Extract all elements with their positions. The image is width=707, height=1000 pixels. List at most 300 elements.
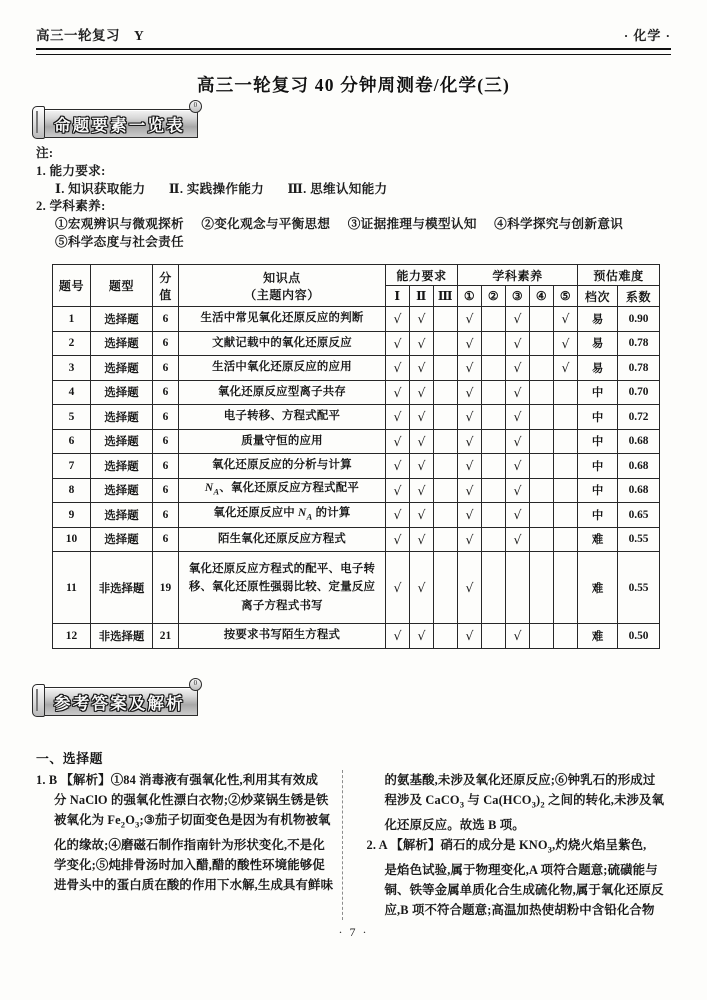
cell-ability-2 [410,527,434,552]
cell-literacy-3 [506,624,530,649]
cell-literacy-5 [554,380,578,405]
cell-knowledge: 生活中常见氧化还原反应的判断 [179,307,386,332]
cell-ability-1 [386,356,410,381]
check-mark-icon: √ [513,531,522,547]
check-mark-icon: √ [393,580,402,595]
cell-literacy-5 [554,454,578,479]
answer-line: 进骨头中的蛋白质在酸的作用下水解,生成具有鲜味 [54,878,334,893]
cell-literacy-1 [458,331,482,356]
check-mark-icon: √ [417,335,426,351]
table-row [53,552,660,624]
cell-difficulty-coef: 0.68 [618,429,660,454]
cell-literacy-1 [458,356,482,381]
cell-literacy-3 [506,307,530,332]
cell-difficulty-coef: 0.78 [618,356,660,381]
cell-literacy-5 [554,331,578,356]
cell-score: 6 [153,307,179,332]
check-mark-icon: √ [561,311,570,327]
cell-score: 19 [153,552,179,624]
table-row [53,405,660,430]
spec-table-body [53,307,660,649]
ability-item-3: Ⅲ. 思维认知能力 [287,181,388,196]
cell-literacy-1 [458,527,482,552]
check-mark-icon: √ [513,409,522,425]
table-row [53,624,660,649]
table-row [53,527,660,552]
cell-qno: 1 [53,307,91,332]
running-head-title: 高三一轮复习 [36,28,120,43]
cell-knowledge: 质量守恒的应用 [179,429,386,454]
check-mark-icon: √ [465,311,474,327]
notes-literacy-title: 2. 学科素养: [36,199,106,214]
answers-columns [36,770,672,920]
banner-plate [45,101,198,138]
check-mark-icon: √ [393,482,402,498]
cell-ability-3 [434,380,458,405]
literacy-item-5: ⑤科学态度与社会责任 [55,234,184,249]
cell-score: 6 [153,478,179,503]
cell-ability-3 [434,331,458,356]
cell-difficulty-coef: 0.55 [618,527,660,552]
cell-literacy-5 [554,478,578,503]
notes-label: 注: [36,146,54,160]
check-mark-icon: √ [417,507,426,523]
cell-qtype: 选择题 [91,380,153,405]
notes-ability-list [36,181,676,199]
check-mark-icon: √ [465,580,474,595]
check-mark-icon: √ [465,458,474,474]
answer-line: 化的缘故;④磨磁石制作指南针为形状变化,不是化 [54,838,325,853]
cell-ability-2 [410,454,434,479]
th-qno: 题号 [53,265,91,307]
cell-literacy-2 [482,331,506,356]
spec-table-head [53,265,660,307]
answer-line: 应,B 项不符合题意;高温加热使胡粉中含铅化合物 [384,903,655,918]
answer-line: 2. A 【解析】硝石的成分是 $KNO_3$,灼烧火焰呈紫色, [366,838,647,855]
cell-literacy-5 [554,552,578,624]
check-mark-icon: √ [393,531,402,547]
cell-ability-2 [410,429,434,454]
th-difficulty-group: 预估难度 [578,265,660,286]
check-mark-icon: √ [393,384,402,400]
cell-score: 6 [153,527,179,552]
cell-literacy-4 [530,503,554,528]
cell-ability-1 [386,331,410,356]
cell-qno: 5 [53,405,91,430]
cell-literacy-1 [458,380,482,405]
table-row [53,503,660,528]
cell-qtype: 选择题 [91,503,153,528]
cell-ability-2 [410,552,434,624]
th-ability-1: Ⅰ [386,286,410,307]
check-mark-icon: √ [561,360,570,376]
check-mark-icon: √ [393,507,402,523]
cell-literacy-4 [530,307,554,332]
cell-ability-2 [410,331,434,356]
table-row [53,331,660,356]
cell-knowledge: 电子转移、方程式配平 [179,405,386,430]
table-row [53,307,660,332]
cell-knowledge: 氧化还原反应型离子共存 [179,380,386,405]
cell-ability-3 [434,552,458,624]
cell-difficulty-coef: 0.78 [618,331,660,356]
cell-ability-3 [434,307,458,332]
cell-ability-2 [410,307,434,332]
answer-line: 的氨基酸,未涉及氧化还原反应;⑥钟乳石的形成过 [384,773,656,787]
th-literacy-5: ⑤ [554,286,578,307]
cell-score: 6 [153,503,179,528]
cell-difficulty-coef: 0.65 [618,503,660,528]
cell-qno: 9 [53,503,91,528]
cell-score: 21 [153,624,179,649]
cell-literacy-2 [482,624,506,649]
th-knowledge [179,265,386,307]
check-mark-icon: √ [417,311,426,327]
ability-item-2: Ⅱ. 实践操作能力 [168,181,265,196]
cell-literacy-1 [458,552,482,624]
th-literacy-3: ③ [506,286,530,307]
cell-literacy-4 [530,478,554,503]
cell-ability-1 [386,527,410,552]
cell-difficulty-level: 易 [578,356,618,381]
scroll-knob-icon [32,684,45,717]
banner-label-spec-table: 命题要素一览表 [54,115,185,135]
check-mark-icon: √ [417,360,426,376]
cell-qtype: 选择题 [91,527,153,552]
literacy-item-1: ①宏观辨识与微观探析 [55,217,184,232]
cell-literacy-2 [482,405,506,430]
cell-qno: 10 [53,527,91,552]
cell-literacy-1 [458,478,482,503]
cell-difficulty-level: 中 [578,454,618,479]
cell-qno: 11 [53,552,91,624]
th-score-line1: 分 [159,270,172,285]
answer-line: 是焰色试验,属于物理变化,A 项符合题意;硫磺能与 [384,862,658,877]
check-mark-icon: √ [465,335,474,351]
th-knowledge-line1: 知识点 [263,270,301,285]
th-diff-level: 档次 [578,286,618,307]
cell-literacy-3 [506,356,530,381]
cell-qtype: 选择题 [91,331,153,356]
cell-knowledge: 陌生氧化还原反应方程式 [179,527,386,552]
cell-qtype: 选择题 [91,478,153,503]
cell-difficulty-coef: 0.50 [618,624,660,649]
cell-ability-2 [410,624,434,649]
cell-literacy-5 [554,527,578,552]
cell-difficulty-coef: 0.90 [618,307,660,332]
cell-literacy-2 [482,478,506,503]
cell-difficulty-level: 中 [578,503,618,528]
cell-literacy-2 [482,307,506,332]
cell-literacy-1 [458,429,482,454]
cell-knowledge: 氧化还原反应中 $N_A$ 的计算 [179,503,386,528]
cell-score: 6 [153,429,179,454]
check-mark-icon: √ [417,433,426,449]
th-ability-3: Ⅲ [434,286,458,307]
cell-literacy-3 [506,454,530,479]
cell-literacy-3 [506,478,530,503]
cell-ability-2 [410,503,434,528]
cell-literacy-4 [530,454,554,479]
check-mark-icon: √ [465,628,474,644]
check-mark-icon: √ [513,311,522,327]
cell-ability-1 [386,405,410,430]
check-mark-icon: √ [393,360,402,376]
check-mark-icon: √ [417,458,426,474]
cell-qtype: 选择题 [91,454,153,479]
cell-literacy-3 [506,380,530,405]
answer-line: 铜、铁等金属单质化合生成硫化物,属于氧化还原反 [384,882,664,897]
check-mark-icon: √ [465,360,474,376]
cell-qtype: 非选择题 [91,552,153,624]
section-banner-answers [32,679,198,715]
cell-ability-1 [386,429,410,454]
cell-knowledge: $N_A$、氧化还原反应方程式配平 [179,478,386,503]
cell-ability-1 [386,307,410,332]
table-row [53,356,660,381]
cell-literacy-4 [530,429,554,454]
page-number: · 7 · [338,925,369,939]
check-mark-icon: √ [513,482,522,498]
check-mark-icon: √ [513,458,522,474]
check-mark-icon: √ [465,384,474,400]
cell-difficulty-coef: 0.68 [618,454,660,479]
cell-literacy-2 [482,527,506,552]
answer-line: 程涉及 CaCO$_3$ 与 $Ca(HCO_3)_2$ 之间的转化,未涉及氧 [384,793,665,810]
cell-score: 6 [153,356,179,381]
table-row [53,429,660,454]
cell-literacy-1 [458,624,482,649]
literacy-item-4: ④科学探究与创新意识 [494,217,624,232]
cell-ability-3 [434,624,458,649]
cell-difficulty-level: 易 [578,331,618,356]
cell-knowledge: 氧化还原反应的分析与计算 [179,454,386,479]
cell-difficulty-coef: 0.72 [618,405,660,430]
table-row [53,454,660,479]
check-mark-icon: √ [513,433,522,449]
check-mark-icon: √ [561,335,570,351]
cell-score: 6 [153,405,179,430]
check-mark-icon: √ [465,482,474,498]
cell-qno: 7 [53,454,91,479]
answers-column-right [342,770,673,920]
cell-ability-1 [386,552,410,624]
answers-column-left [36,770,342,920]
cell-ability-1 [386,624,410,649]
answer-line: 1. B 【解析】①84 消毒液有强氧化性,利用其有效成 [36,773,318,787]
check-mark-icon: √ [513,360,522,376]
cell-difficulty-level: 难 [578,552,618,624]
cell-ability-3 [434,527,458,552]
cell-literacy-4 [530,624,554,649]
running-head-subject: · 化学 · [623,28,671,43]
cell-qno: 4 [53,380,91,405]
section-banner-spec-table [32,101,198,137]
cell-ability-2 [410,356,434,381]
cell-literacy-2 [482,356,506,381]
check-mark-icon: √ [417,482,426,498]
cell-ability-3 [434,405,458,430]
th-score-line2: 值 [159,287,172,302]
cell-literacy-1 [458,405,482,430]
cell-difficulty-coef: 0.70 [618,380,660,405]
cell-ability-1 [386,380,410,405]
check-mark-icon: √ [393,311,402,327]
banner-plate [45,679,198,716]
cell-difficulty-level: 难 [578,624,618,649]
cell-literacy-2 [482,503,506,528]
pin-icon: 0 [189,100,202,113]
cell-literacy-3 [506,429,530,454]
cell-qno: 8 [53,478,91,503]
cell-score: 6 [153,380,179,405]
answer-line: 分 NaClO 的强氧化性漂白衣物;②炒菜锅生锈是铁 [54,793,329,808]
cell-ability-3 [434,429,458,454]
cell-literacy-1 [458,503,482,528]
cell-literacy-5 [554,356,578,381]
check-mark-icon: √ [393,335,402,351]
running-head-left [36,24,144,44]
cell-difficulty-level: 中 [578,429,618,454]
cell-ability-2 [410,405,434,430]
cell-literacy-4 [530,380,554,405]
cell-literacy-5 [554,624,578,649]
cell-literacy-1 [458,454,482,479]
running-head-code: Y [134,28,145,43]
cell-literacy-4 [530,405,554,430]
cell-literacy-3 [506,331,530,356]
cell-qno: 2 [53,331,91,356]
cell-literacy-5 [554,307,578,332]
header-rule [36,48,671,55]
cell-qno: 3 [53,356,91,381]
table-header-row-1 [53,265,660,286]
check-mark-icon: √ [513,335,522,351]
notes-literacy-list-a [36,216,676,234]
cell-knowledge: 生活中氧化还原反应的应用 [179,356,386,381]
table-row [53,478,660,503]
cell-knowledge: 氧化还原反应方程式的配平、电子转 移、氧化还原性强弱比较、定量反应 离子方程式书写 [179,552,386,624]
ability-item-1: Ⅰ. 知识获取能力 [55,181,146,196]
notes-ability-title: 1. 能力要求: [36,163,106,178]
check-mark-icon: √ [513,384,522,400]
cell-qtype: 选择题 [91,356,153,381]
cell-literacy-5 [554,503,578,528]
cell-ability-1 [386,454,410,479]
cell-literacy-2 [482,454,506,479]
cell-difficulty-level: 中 [578,380,618,405]
check-mark-icon: √ [513,507,522,523]
cell-literacy-4 [530,527,554,552]
cell-literacy-1 [458,307,482,332]
cell-qtype: 非选择题 [91,624,153,649]
running-head [36,22,671,44]
pin-icon: 0 [189,678,202,691]
th-qtype: 题型 [91,265,153,307]
cell-literacy-5 [554,429,578,454]
cell-literacy-5 [554,405,578,430]
check-mark-icon: √ [417,384,426,400]
check-mark-icon: √ [393,628,402,644]
cell-literacy-2 [482,429,506,454]
banner-label-answers: 参考答案及解析 [54,693,185,713]
th-diff-coef: 系数 [618,286,660,307]
cell-ability-2 [410,478,434,503]
cell-literacy-4 [530,552,554,624]
cell-literacy-3 [506,503,530,528]
cell-difficulty-coef: 0.68 [618,478,660,503]
check-mark-icon: √ [393,458,402,474]
cell-qno: 12 [53,624,91,649]
th-knowledge-line2: （主题内容） [244,287,320,302]
answer-line: 学变化;⑤炖排骨汤时加入醋,醋的酸性环境能够促 [54,858,325,873]
check-mark-icon: √ [465,409,474,425]
check-mark-icon: √ [465,507,474,523]
check-mark-icon: √ [417,580,426,595]
check-mark-icon: √ [393,409,402,425]
literacy-item-2: ②变化观念与平衡思想 [201,217,331,232]
check-mark-icon: √ [513,628,522,644]
cell-literacy-3 [506,527,530,552]
check-mark-icon: √ [465,531,474,547]
check-mark-icon: √ [465,433,474,449]
th-ability-2: Ⅱ [410,286,434,307]
answer-line: 被氧化为 $Fe_2O_3;③$茄子切面变色是因为有机物被氧 [54,813,331,830]
cell-literacy-4 [530,356,554,381]
answers-section-title: 一、选择题 [36,752,103,766]
table-row [53,380,660,405]
cell-qno: 6 [53,429,91,454]
cell-difficulty-level: 中 [578,478,618,503]
cell-ability-3 [434,478,458,503]
cell-difficulty-level: 易 [578,307,618,332]
th-literacy-1: ① [458,286,482,307]
literacy-item-3: ③证据推理与模型认知 [347,217,477,232]
check-mark-icon: √ [417,628,426,644]
cell-literacy-2 [482,552,506,624]
cell-literacy-4 [530,331,554,356]
cell-knowledge: 按要求书写陌生方程式 [179,624,386,649]
notes-block [36,145,676,252]
cell-literacy-2 [482,380,506,405]
cell-score: 6 [153,454,179,479]
check-mark-icon: √ [417,409,426,425]
check-mark-icon: √ [417,531,426,547]
th-literacy-2: ② [482,286,506,307]
th-literacy-group: 学科素养 [458,265,578,286]
cell-difficulty-level: 难 [578,527,618,552]
page-title: 高三一轮复习 40 分钟周测卷/化学(三) [197,75,510,95]
notes-literacy-list-b [36,234,676,252]
cell-ability-1 [386,478,410,503]
cell-difficulty-coef: 0.55 [618,552,660,624]
cell-ability-2 [410,380,434,405]
cell-ability-3 [434,356,458,381]
th-score [153,265,179,307]
spec-table [52,264,660,649]
cell-ability-3 [434,503,458,528]
cell-literacy-3 [506,552,530,624]
check-mark-icon: √ [393,433,402,449]
cell-qtype: 选择题 [91,307,153,332]
cell-ability-3 [434,454,458,479]
th-ability-group: 能力要求 [386,265,458,286]
cell-ability-1 [386,503,410,528]
spec-table-wrapper [52,264,659,649]
cell-literacy-3 [506,405,530,430]
th-literacy-4: ④ [530,286,554,307]
cell-qtype: 选择题 [91,429,153,454]
